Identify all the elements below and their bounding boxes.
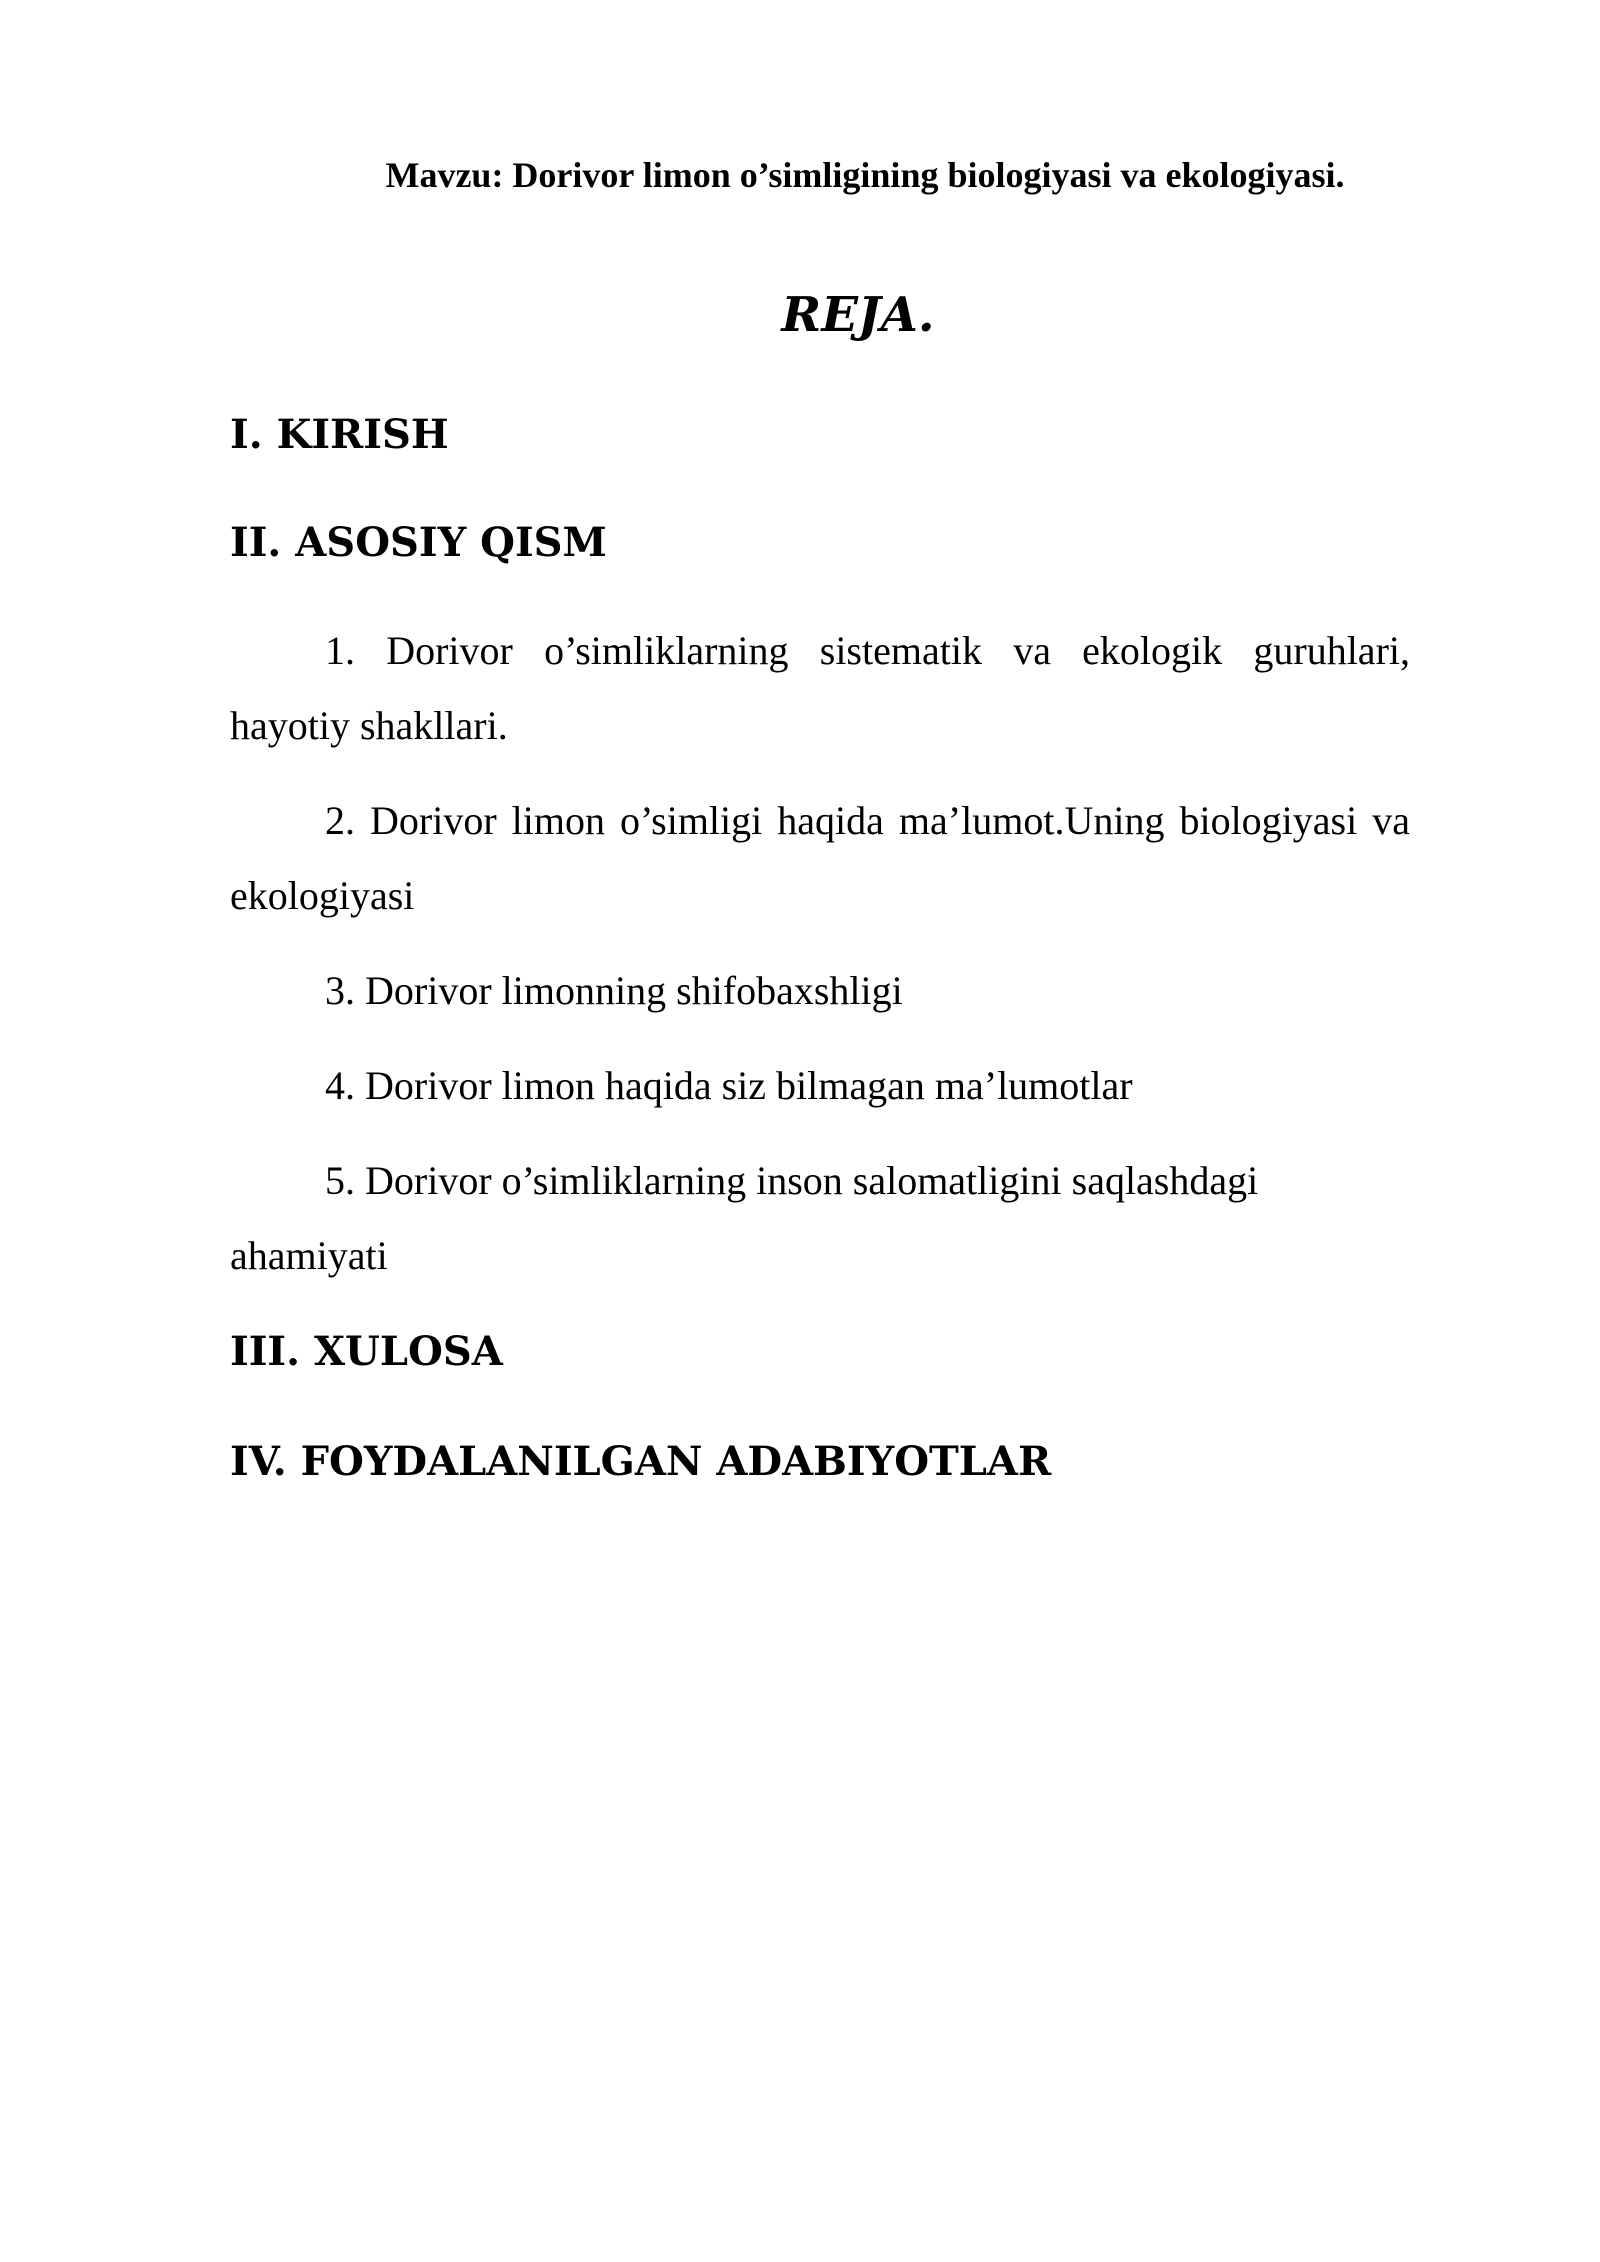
plan-item-2: 2. Dorivor limon o’simligi haqida ma’lumot.Uning biologiyasi va ekologiyasi: [230, 798, 1410, 918]
section-main-part: II. ASOSIY QISM: [230, 519, 607, 566]
plan-item-3: 3. Dorivor limonning shifobaxshligi: [325, 968, 903, 1013]
plan-item-4: 4. Dorivor limon haqida siz bilmagan ma’lumotlar: [325, 1063, 1133, 1108]
topic-heading: Mavzu: Dorivor limon o’simligining biologiyasi va ekologiyasi.: [385, 155, 1345, 195]
section-references: IV. FOYDALANILGAN ADABIYOTLAR: [230, 1438, 1052, 1485]
section-introduction: I. KIRISH: [230, 411, 449, 458]
plan-item-5: 5. Dorivor o’simliklarning inson salomatligini saqlashdagi ahamiyati: [230, 1158, 1259, 1278]
plan-item-1: 1. Dorivor o’simliklarning sistematik va ekologik guruhlari, hayotiy shakllari.: [230, 628, 1410, 748]
plan-title: REJA.: [781, 287, 935, 343]
section-conclusion: III. XULOSA: [230, 1328, 503, 1375]
